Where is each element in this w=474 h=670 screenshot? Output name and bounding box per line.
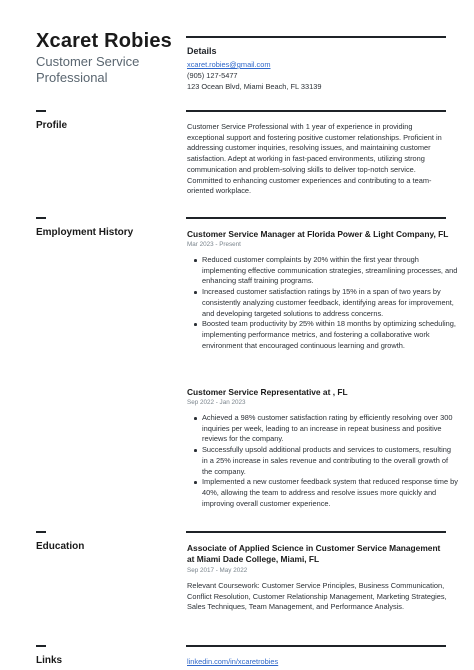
details-rule <box>186 36 446 38</box>
job-2-bullets <box>193 413 458 509</box>
list-item: Increased customer satisfaction ratings by 15% in a span of two years by consistently analyzing customer feedback, identifying areas for improvement, and developing targeted solutions to address concerns. <box>202 287 458 319</box>
email-link[interactable]: xcaret.robies@gmail.com <box>187 60 271 69</box>
profile-dash <box>36 110 46 112</box>
candidate-title: Customer Service Professional <box>36 54 140 85</box>
list-item: Boosted team productivity by 25% within 18 months by optimizing scheduling, implementing performance metrics, and fostering a collaborative work environment that encouraged continuous learning and growth. <box>202 319 458 351</box>
links-dash <box>36 645 46 647</box>
education-coursework: Relevant Coursework: Customer Service Principles, Business Communication, Conflict Resolution, Customer Relationship Management, Marketing Strategies, Sales Techniques, Team Management, and Performance Analysis. <box>187 581 447 612</box>
employment-rule <box>186 217 446 219</box>
profile-rule <box>186 110 446 112</box>
education-heading: Education <box>36 541 85 552</box>
linkedin-link[interactable]: linkedin.com/in/xcaretrobies <box>187 657 279 666</box>
education-dates: Sep 2017 - May 2022 <box>187 567 248 574</box>
profile-text: Customer Service Professional with 1 year of experience in providing exceptional support and fostering positive customer relationships. Proficient in addressing customer inquiries, resolving issues, and maintaining customer satisfaction. Adept at working in fast-paced environments, utilizing strong communication and problem-solving skills to deliver top-notch service. Committed to enhancing customer experiences and contributing to a team-oriented workplace. <box>187 122 442 196</box>
education-rule <box>186 531 446 533</box>
education-degree: Associate of Applied Science in Customer Service Management at Miami Dade College, Miami, FL <box>187 543 441 564</box>
job-1-bullets <box>193 255 458 351</box>
candidate-name: Xcaret Robies <box>36 30 172 52</box>
details-email[interactable] <box>187 60 271 70</box>
employment-dash <box>36 217 46 219</box>
profile-heading: Profile <box>36 120 68 131</box>
job-1-title: Customer Service Manager at Florida Power & Light Company, FL <box>187 229 449 239</box>
details-heading: Details <box>187 46 217 56</box>
job-1-dates: Mar 2023 - Present <box>187 241 241 248</box>
list-item: Implemented a new customer feedback system that reduced response time by 40%, allowing the team to address and resolve issues more quickly and improving overall customer experience. <box>202 477 458 508</box>
links-heading: Links <box>36 655 63 666</box>
links-rule <box>186 645 446 647</box>
job-2-title: Customer Service Representative at , FL <box>187 387 348 397</box>
list-item: Reduced customer complaints by 20% within the first year through implementing effective communication strategies, streamlining processes, and enhancing staff training programs. <box>202 255 458 286</box>
details-address: 123 Ocean Blvd, Miami Beach, FL 33139 <box>187 82 322 91</box>
education-dash <box>36 531 46 533</box>
list-item: Achieved a 98% customer satisfaction rating by efficiently resolving over 300 inquiries per week, leading to an increase in repeat business and positive reviews for the company. <box>202 413 458 445</box>
details-phone: (905) 127-5477 <box>187 71 238 80</box>
list-item: Successfully upsold additional products and services to customers, resulting in a 25% increase in sales revenue and contributing to the overall growth of the company. <box>202 445 458 477</box>
employment-heading: Employment History <box>36 227 134 238</box>
job-2-dates: Sep 2022 - Jan 2023 <box>187 399 246 406</box>
